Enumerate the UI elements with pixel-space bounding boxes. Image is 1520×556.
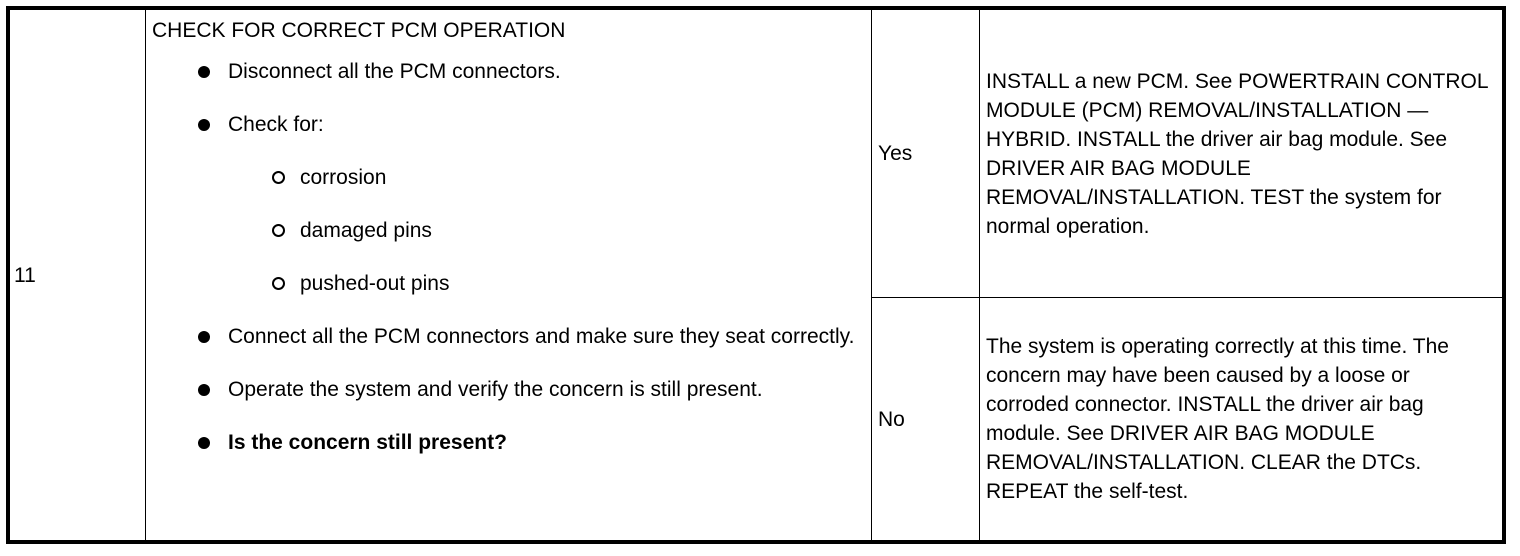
action-heading: CHECK FOR CORRECT PCM OPERATION xyxy=(152,19,566,42)
step-number: 11 xyxy=(14,263,36,287)
no-action-cell xyxy=(980,298,1503,541)
sub-list-item: damaged pins xyxy=(226,216,865,245)
list-item: Connect all the PCM connectors and make sure they seat correctly. xyxy=(152,322,865,351)
list-item xyxy=(152,428,865,457)
result-no-cell xyxy=(872,298,980,541)
diagnostic-table xyxy=(6,6,1506,544)
list-item: Operate the system and verify the concern is still present. xyxy=(152,375,865,404)
result-yes-cell xyxy=(872,10,980,298)
sub-list-item: corrosion xyxy=(226,163,865,192)
sub-list-item: pushed-out pins xyxy=(226,269,865,298)
list-item: Check for: corrosion damaged pins pushed-out pins xyxy=(152,110,865,298)
step-number-cell xyxy=(10,10,146,541)
result-yes-label: Yes xyxy=(878,142,913,165)
concern-question: Is the concern still present? xyxy=(228,431,507,454)
list-item: Disconnect all the PCM connectors. xyxy=(152,57,865,86)
action-list xyxy=(152,57,865,457)
diagnostic-step-table xyxy=(9,9,1503,541)
no-action-text: The system is operating correctly at this time. The concern may have been caused by a loose or corroded connector. INSTALL the driver air bag module. See DRIVER AIR BAG MODULE REMOVAL/INSTALLATION. CLEAR the DTCs. REPEAT the self-test. xyxy=(986,335,1449,503)
yes-action-cell xyxy=(980,10,1503,298)
action-cell xyxy=(146,10,872,541)
table-row xyxy=(10,10,1503,298)
result-no-label: No xyxy=(878,407,905,431)
check-sublist xyxy=(228,163,865,298)
yes-action-text: INSTALL a new PCM. See POWERTRAIN CONTROL MODULE (PCM) REMOVAL/INSTALLATION — HYBRID. INSTALL the driver air bag module. See DRIVER AIR BAG MODULE REMOVAL/INSTALLATION. TEST the system for normal operation. xyxy=(986,69,1488,238)
